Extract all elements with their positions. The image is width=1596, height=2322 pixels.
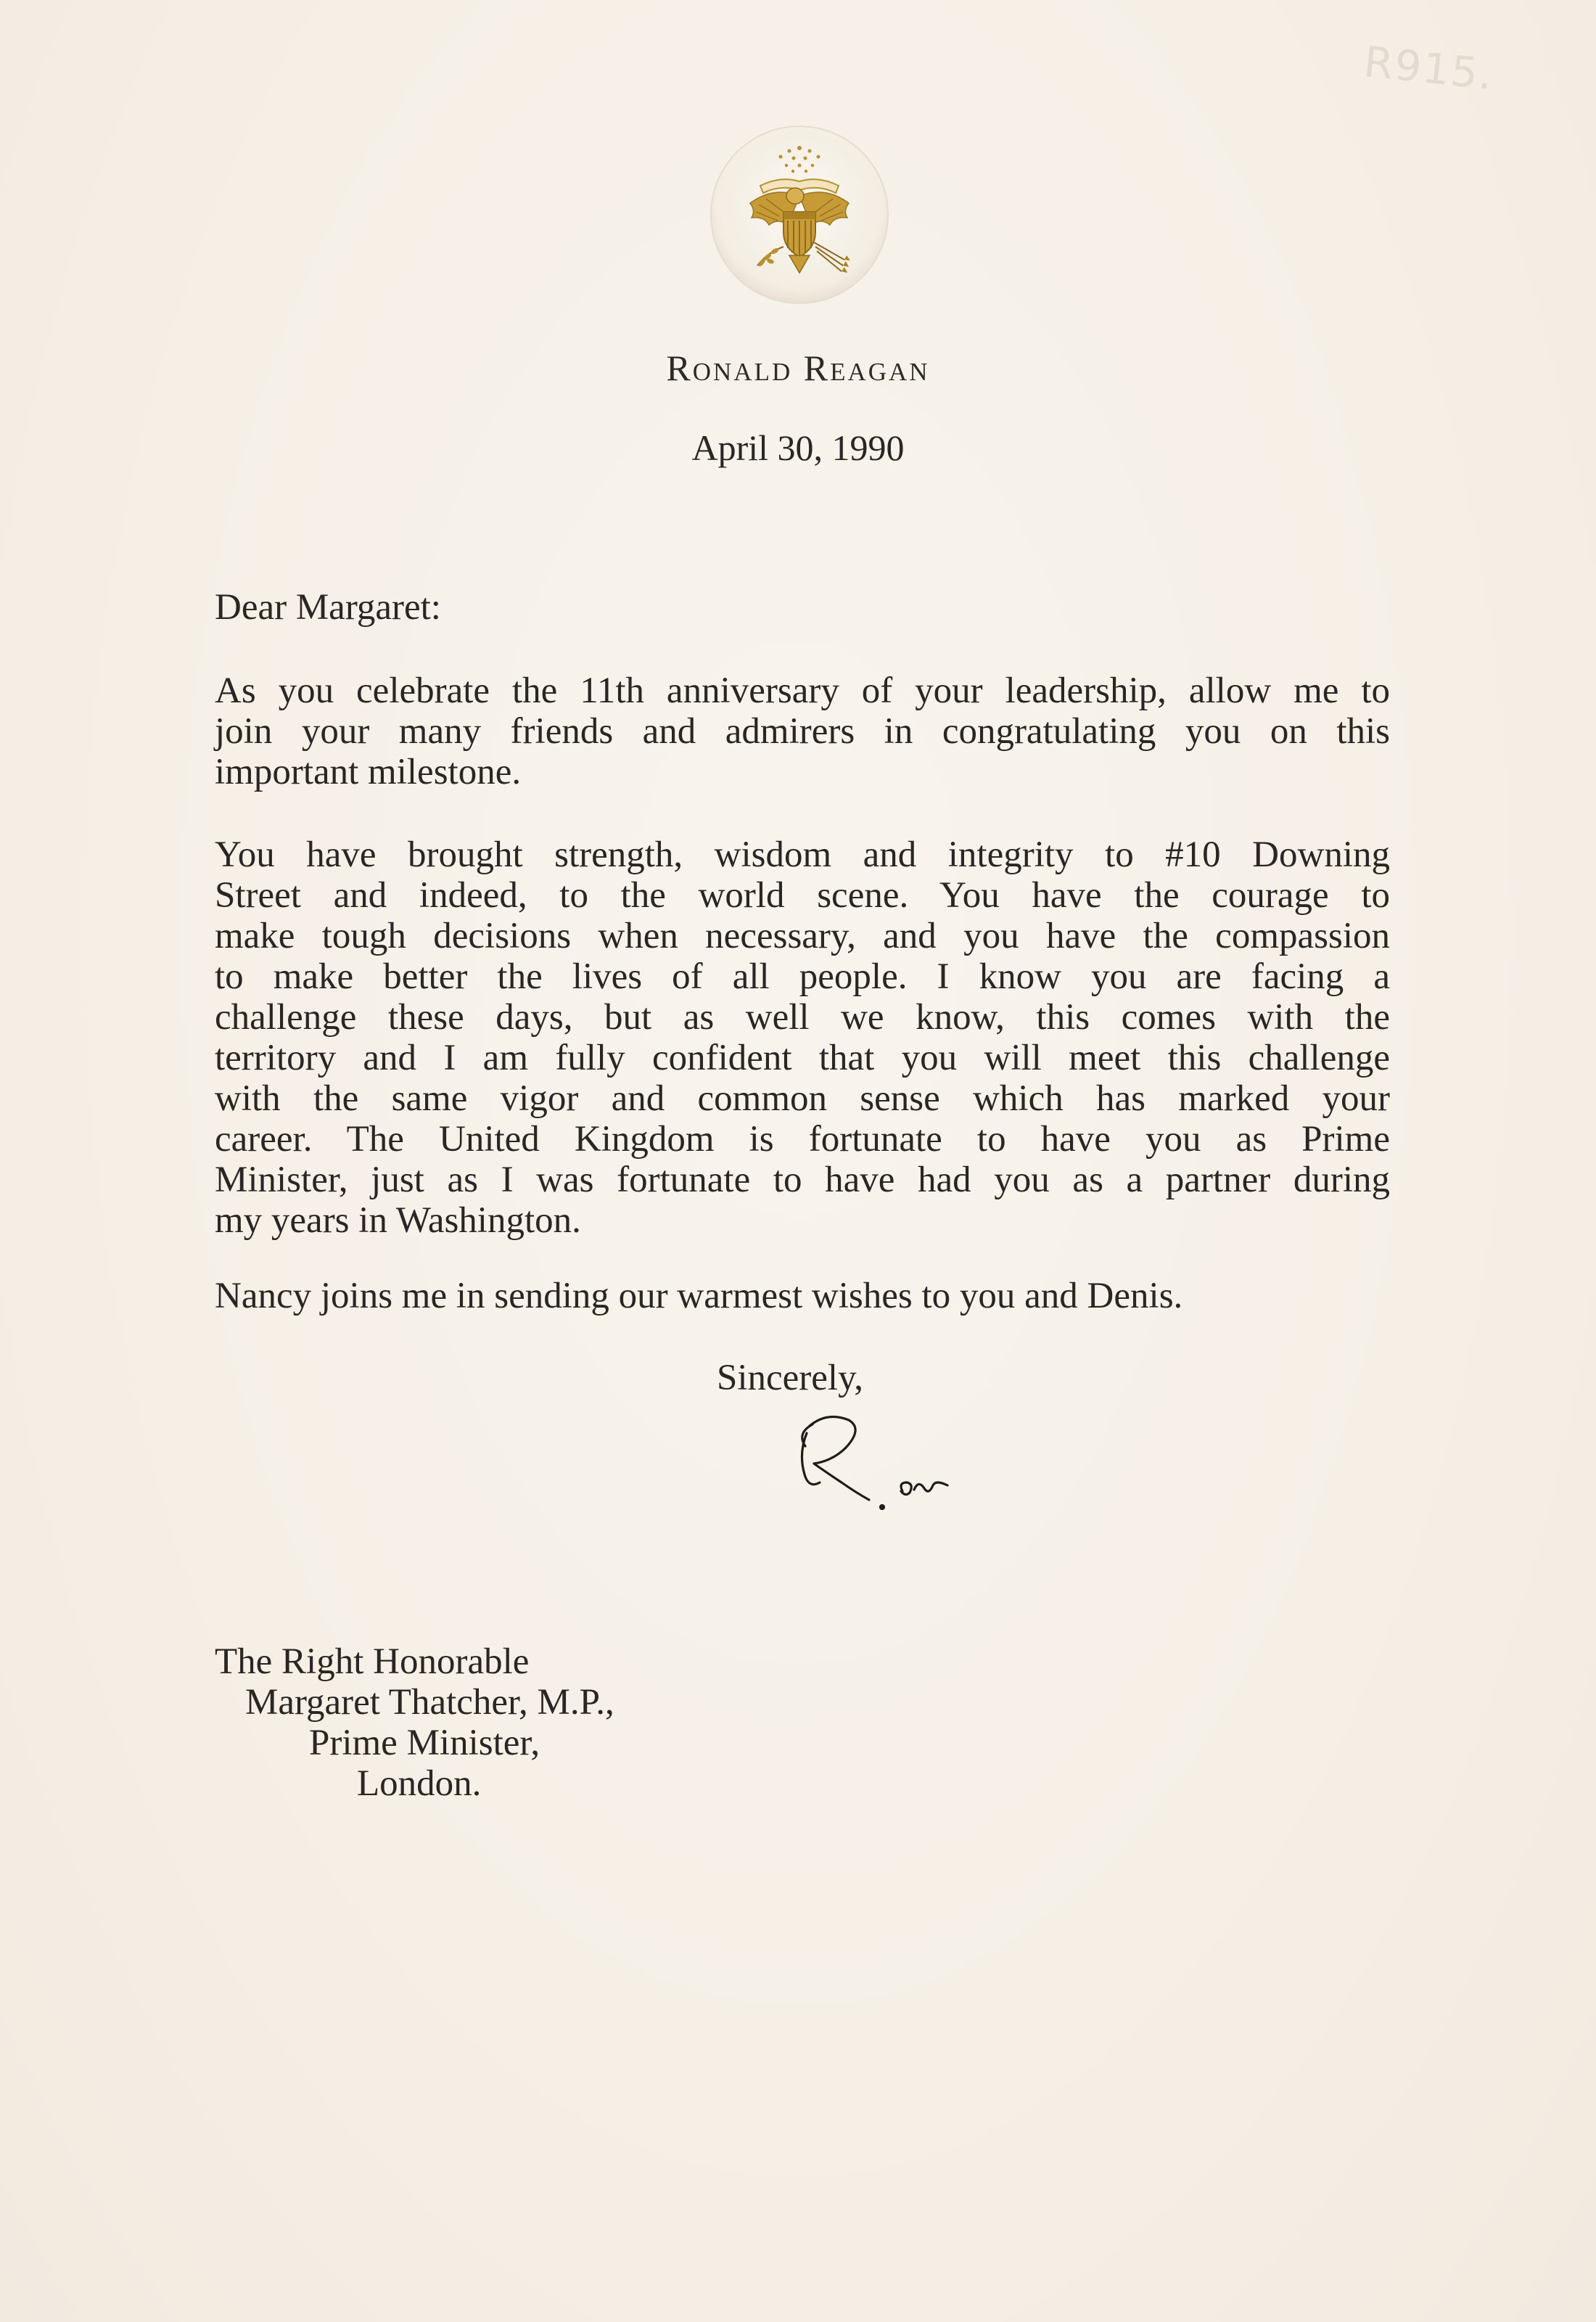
- address-line: Prime Minister,: [309, 1723, 540, 1763]
- paragraph-line: to make better the lives of all people. I know you are facing a: [215, 956, 1390, 997]
- archive-pencil-mark: R915.: [1361, 36, 1497, 100]
- address-line: The Right Honorable: [215, 1641, 530, 1682]
- paragraph-line: career. The United Kingdom is fortunate to have you as Prime: [215, 1119, 1390, 1160]
- paragraph-line: territory and I am fully confident that you will meet this challenge: [215, 1038, 1390, 1078]
- paragraph-line: join your many friends and admirers in congratulating you on this: [215, 711, 1390, 752]
- paragraph-line: with the same vigor and common sense which has marked your: [215, 1078, 1390, 1119]
- paragraph-3: [215, 1276, 1390, 1316]
- presidential-seal-icon: [708, 123, 891, 306]
- salutation: Dear Margaret:: [215, 587, 441, 628]
- paragraph-1: [215, 670, 1390, 792]
- paragraph-line: Street and indeed, to the world scene. You have the courage to: [215, 875, 1390, 916]
- letter-date: April 30, 1990: [691, 427, 905, 468]
- paragraph-line: important milestone.: [215, 752, 522, 792]
- paragraph-line: Minister, just as I was fortunate to have had you as a partner during: [215, 1160, 1390, 1200]
- closing: Sincerely,: [717, 1358, 864, 1398]
- paragraph-line: You have brought strength, wisdom and integrity to #10 Downing: [215, 834, 1390, 875]
- paragraph-line: make tough decisions when necessary, and you have the compassion: [215, 916, 1390, 956]
- paragraph-line: As you celebrate the 11th anniversary of your leadership, allow me to: [215, 670, 1390, 711]
- paragraph-2: [215, 834, 1390, 1241]
- paragraph-line: my years in Washington.: [215, 1200, 581, 1241]
- address-line: Margaret Thatcher, M.P.,: [245, 1682, 614, 1723]
- recipient-address: [215, 1641, 614, 1804]
- paragraph-line: challenge these days, but as well we know, this comes with the: [215, 997, 1390, 1038]
- handwritten-signature: [776, 1404, 979, 1520]
- letterhead-name: Ronald Reagan: [666, 348, 930, 388]
- address-line: London.: [357, 1763, 482, 1804]
- paragraph-line: Nancy joins me in sending our warmest wishes to you and Denis.: [215, 1276, 1183, 1316]
